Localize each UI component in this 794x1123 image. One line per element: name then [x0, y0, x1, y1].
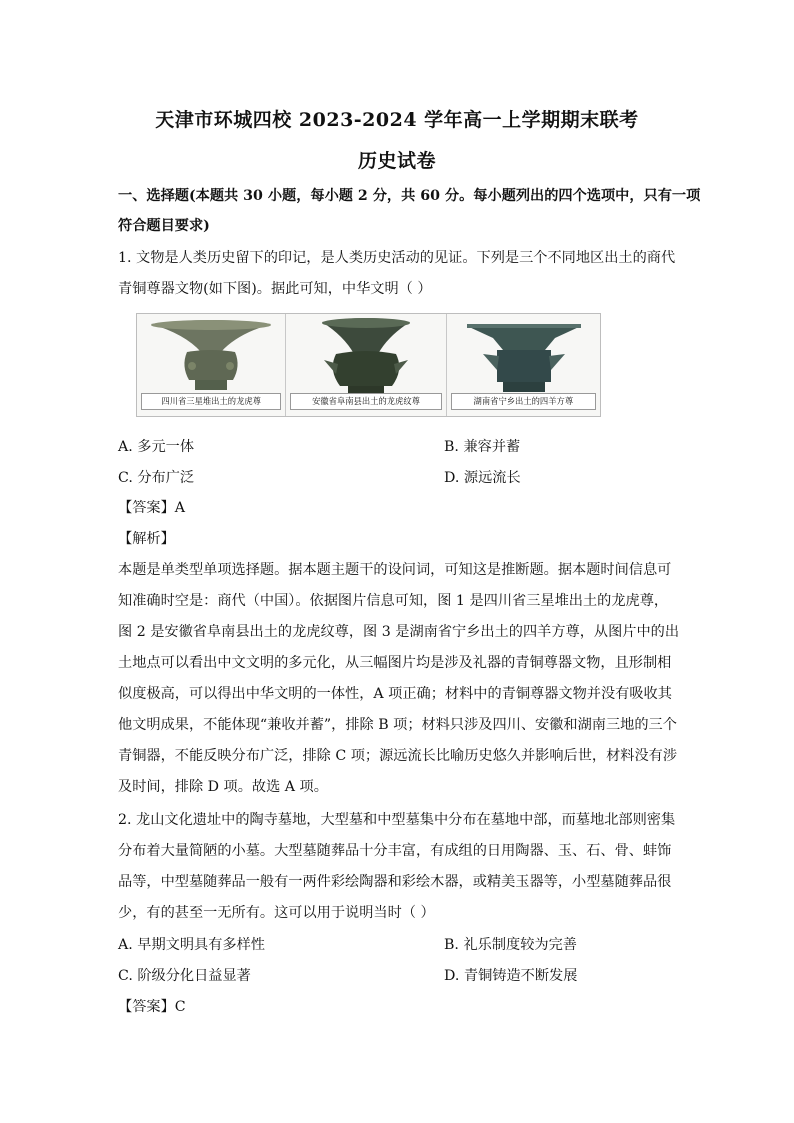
- q1-analysis-line: 土地点可以看出中文文明的多元化，从三幅图片均是涉及礼器的青铜尊器文物，且形制相: [118, 655, 672, 671]
- figure-caption-1: 四川省三星堆出土的龙虎尊: [141, 393, 281, 410]
- q2-option-d: D. 青铜铸造不断发展: [444, 968, 578, 984]
- q2-stem-line: 少，有的甚至一无所有。这可以用于说明当时（ ）: [118, 905, 435, 921]
- figure-panel-2: [286, 314, 446, 416]
- q1-stem-cont: 青铜尊器文物(如下图)。据此可知，中华文明（ ）: [118, 281, 432, 297]
- q2-answer: 【答案】C: [118, 999, 186, 1015]
- q2-stem-line: 2. 龙山文化遗址中的陶寺墓地，大型墓和中型墓集中分布在墓地中部，而墓地北部则密集: [118, 812, 676, 828]
- q2-stem-line: 品等，中型墓随葬品一般有一两件彩绘陶器和彩绘木器，或精美玉器等，小型墓随葬品很: [118, 874, 672, 890]
- q1-analysis-line: 他文明成果，不能体现“兼收并蓄”，排除 B 项；材料只涉及四川、安徽和湖南三地的三个: [118, 717, 677, 733]
- exam-title: 天津市环城四校 2023-2024 学年高一上学期期末联考: [155, 109, 639, 131]
- q2-option-c: C. 阶级分化日益显著: [118, 968, 251, 984]
- section-heading: 一、选择题(本题共 30 小题，每小题 2 分，共 60 分。每小题列出的四个选项中，只有一项: [118, 188, 701, 204]
- figure-panel-1: [137, 314, 286, 416]
- figure-caption-2: 安徽省阜南县出土的龙虎纹尊: [290, 393, 441, 410]
- q2-option-b: B. 礼乐制度较为完善: [444, 937, 577, 953]
- section-heading-cont: 符合题目要求): [118, 218, 210, 234]
- q1-analysis-label: 【解析】: [118, 531, 175, 547]
- figure-panel-3: [447, 314, 600, 416]
- q1-option-a: A. 多元一体: [118, 439, 195, 455]
- q1-analysis-line: 青铜器，不能反映分布广泛，排除 C 项；源远流长比喻历史悠久并影响后世，材料没有涉: [118, 748, 678, 764]
- q2-stem-line: 分布着大量简陋的小墓。大型墓随葬品十分丰富，有成组的日用陶器、玉、石、骨、蚌饰: [118, 843, 672, 859]
- figure-caption-3: 湖南省宁乡出土的四羊方尊: [451, 393, 596, 410]
- q1-analysis-line: 及时间，排除 D 项。故选 A 项。: [118, 779, 328, 795]
- q1-answer: 【答案】A: [118, 500, 185, 516]
- exam-subtitle: 历史试卷: [357, 150, 436, 172]
- q1-option-c: C. 分布广泛: [118, 470, 195, 486]
- q1-analysis-line: 似度极高，可以得出中华文明的一体性，A 项正确；材料中的青铜尊器文物并没有吸收其: [118, 686, 672, 702]
- q1-bronze-figure: [136, 313, 601, 417]
- q1-option-b: B. 兼容并蓄: [444, 439, 521, 455]
- q1-option-d: D. 源远流长: [444, 470, 521, 486]
- q1-stem: 1. 文物是人类历史留下的印记，是人类历史活动的见证。下列是三个不同地区出土的商代: [118, 250, 676, 266]
- q1-analysis-line: 本题是单类型单项选择题。据本题主题干的设问词，可知这是推断题。据本题时间信息可: [118, 562, 672, 578]
- q1-analysis-line: 图 2 是安徽省阜南县出土的龙虎纹尊，图 3 是湖南省宁乡出土的四羊方尊，从图片中的出: [118, 624, 680, 640]
- q1-analysis-line: 知准确时空是：商代（中国）。依据图片信息可知，图 1 是四川省三星堆出土的龙虎尊，: [118, 593, 669, 609]
- q2-option-a: A. 早期文明具有多样性: [118, 937, 265, 953]
